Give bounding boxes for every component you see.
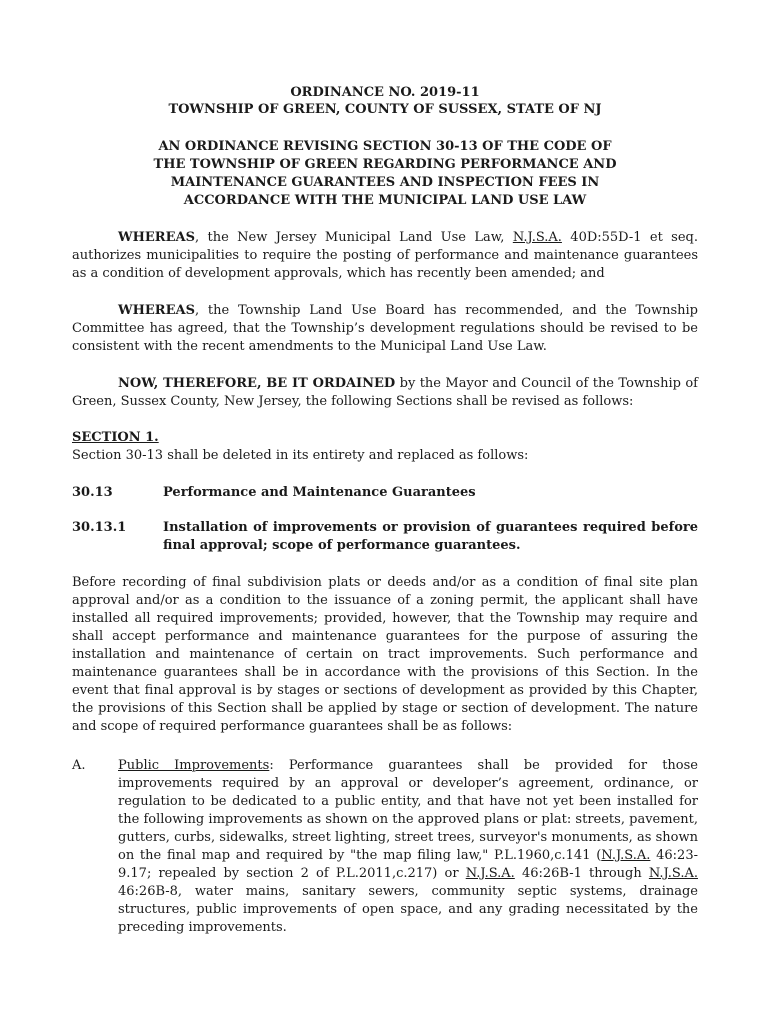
section-1-text: Section 30-13 shall be deleted in its entirety and replaced as follows:	[72, 448, 529, 463]
title-line-4: ACCORDANCE WITH THE MUNICIPAL LAND USE LAW	[183, 193, 587, 208]
citation: N.J.S.A.	[601, 848, 651, 863]
citation: N.J.S.A.	[648, 866, 698, 881]
section-title: Installation of improvements or provision of guarantees required before final approval; scope of performance guarantees.	[163, 520, 698, 553]
whereas-paragraph-2	[72, 302, 698, 356]
whereas-text-b: 40D:55D-1 et seq. authorizes municipalities to require the posting of performance and maintenance guarantees as a condition of development approvals, which has recently been amended; and	[72, 230, 698, 281]
body-paragraph: Before recording of final subdivision plats or deeds and/or as a condition of final site plan approval and/or as a condition to the issuance of a zoning permit, the applicant shall have installed all required improvements; provided, however, that the Township may require and shall accept performance and maintenance guarantees for the purpose of assuring the installation and maintenance of certain on tract improvements. Such performance and maintenance guarantees shall be in accordance with the provisions of this Section. In the event that final approval is by stages or sections of development as provided by this Chapter, the provisions of this Section shall be applied by stage or section of development. The nature and scope of required performance guarantees shall be as follows:	[72, 575, 698, 734]
whereas-text-a: , the New Jersey Municipal Land Use Law,	[194, 230, 513, 245]
section-number: 30.13	[72, 485, 113, 500]
citation: N.J.S.A.	[465, 866, 515, 881]
section-title: Performance and Maintenance Guarantees	[163, 485, 476, 500]
section-number: 30.13.1	[72, 520, 127, 535]
item-text-1: Performance guarantees shall be provided for those improvements required by an approval or developer’s agreement, ordinance, or regulation to be dedicated to a public entity, and that have not yet been installed for the following improvements as shown on the approved plans or plat: streets, pavement, gutters, curbs, sidewalks, street lighting, street trees, surveyor's monuments, as shown on the final map and required by "the map filing law," P.L.1960,c.141 (	[118, 758, 698, 863]
ordained-text: by the Mayor and Council of the Township of Green, Sussex County, New Jersey, the following Sections shall be revised as follows:	[72, 376, 698, 409]
title-line-3: MAINTENANCE GUARANTEES AND INSPECTION FEES IN	[170, 175, 600, 190]
ordinance-number: ORDINANCE NO. 2019-11	[290, 85, 480, 100]
ordained-lead: NOW, THEREFORE, BE IT ORDAINED	[118, 376, 396, 391]
item-text-4: 46:26B-8, water mains, sanitary sewers, community septic systems, drainage structures, public improvements of open space, and any grading necessitated by the preceding improvements.	[118, 884, 698, 935]
citation: N.J.S.A.	[512, 230, 562, 245]
whereas-paragraph-1	[72, 229, 698, 283]
item-heading: Public Improvements	[118, 758, 270, 773]
whereas-lead: WHEREAS	[118, 230, 195, 245]
township-line: TOWNSHIP OF GREEN, COUNTY OF SUSSEX, STATE OF NJ	[168, 102, 602, 117]
list-letter: A.	[72, 758, 86, 773]
whereas-lead: WHEREAS	[118, 303, 195, 318]
list-item-body: Public Improvements: Performance guarantees shall be provided for those improvements required by an approval or developer’s agreement, ordinance, or regulation to be dedicated to a public entity, and that have not yet been installed for the following improvements as shown on the approved plans or plat: streets, pavement, gutters, curbs, sidewalks, street lighting, street trees, surveyor's monuments, as shown on the final map and required by "the map filing law," P.L.1960,c.141 (N.J.S.A. 46:23-9.17; repealed by section 2 of P.L.2011,c.217) or N.J.S.A. 46:26B-1 through N.J.S.A. 46:26B-8, water mains, sanitary sewers, community septic systems, drainage structures, public improvements of open space, and any grading necessitated by the preceding improvements.	[118, 758, 698, 935]
section-1-heading: SECTION 1.	[72, 430, 159, 445]
title-line-1: AN ORDINANCE REVISING SECTION 30-13 OF THE CODE OF	[158, 139, 612, 154]
ordained-paragraph	[72, 375, 698, 411]
title-line-2: THE TOWNSHIP OF GREEN REGARDING PERFORMANCE AND	[153, 157, 617, 172]
whereas-text: , the Township Land Use Board has recommended, and the Township Committee has agreed, that the Township’s development regulations should be revised to be consistent with the recent amendments to the Municipal Land Use Law.	[72, 303, 698, 354]
item-text-2: 46:23-9.17; repealed by section 2 of P.L.2011,c.217) or	[118, 848, 698, 881]
item-text-3: 46:26B-1 through	[514, 866, 649, 881]
